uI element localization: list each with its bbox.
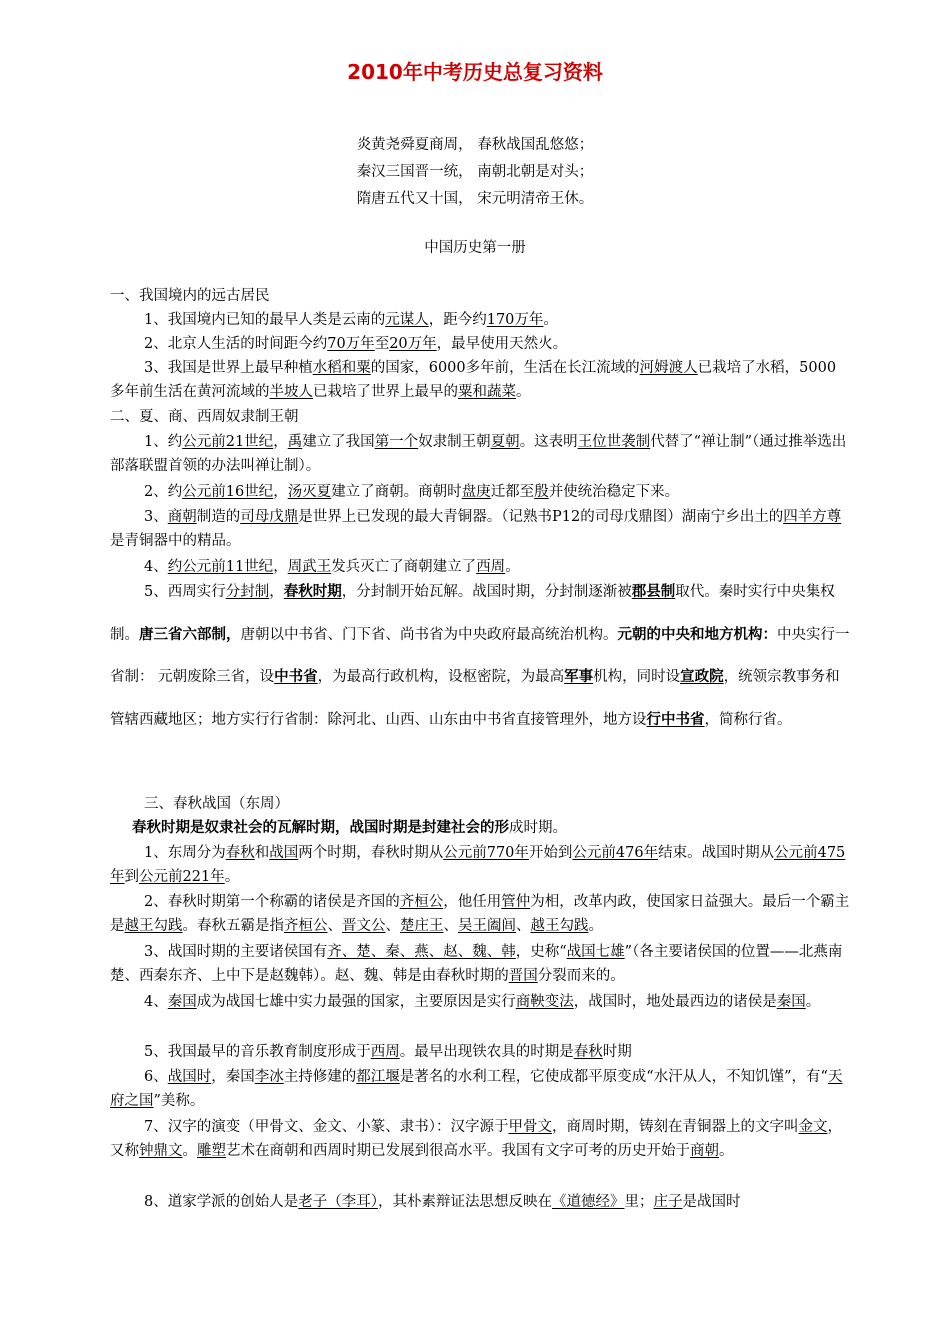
section-heading-1: 一、我国境内的远古居民 [110, 288, 270, 304]
paragraph: 4、秦国成为战国七雄中实力最强的国家，主要原因是实行商鞅变法，战国时，地处最西边的诸侯是秦国。 [144, 994, 821, 1010]
paragraph: 6、战国时，秦国李冰主持修建的都江堰是著名的水利工程，它使成都平原变成“水汗从人，不知饥馑”，有“天府之国”美称。 [110, 1069, 843, 1109]
paragraph: 5、西周实行分封制，春秋时期，分封制开始瓦解。战国时期，分封制逐渐被郡县制取代。秦时实行中央集权制。唐三省六部制，唐朝以中书省、门下省、尚书省为中央政府最高统治机构。元朝的中央和地方机构：中央实行一省制： 元朝废除三省，设中书省，为最高行政机构，设枢密院，为最高军事机构，同时设宣政院，统领宗教事务和管辖西藏地区；地方实行行省制：除河北、山西、山东由中书省直接管理外，地方设行中书省，简称行省。 [110, 583, 850, 728]
paragraph: 4、约公元前11世纪，周武王发兵灭亡了商朝建立了西周。 [144, 559, 520, 575]
lead-sentence: 春秋时期是奴隶社会的瓦解时期，战国时期是封建社会的形成时期。 [132, 819, 567, 836]
paragraph: 3、战国时期的主要诸侯国有齐、楚、秦、燕、赵、魏、韩，史称“战国七雄”（各主要诸侯国的位置——北燕南楚、西秦东齐、上中下是赵魏韩）。赵、魏、韩是由春秋时期的晋国分裂而来的。 [110, 944, 843, 984]
section-heading-2: 二、夏、商、西周奴隶制王朝 [110, 409, 299, 425]
poem-line: 隋唐五代又十国， 宋元明清帝王休。 [356, 191, 594, 207]
poem-line: 秦汉三国晋一统， 南朝北朝是对头； [356, 164, 594, 180]
paragraph: 1、我国境内已知的最早人类是云南的元谋人，距今约170万年。 [144, 312, 558, 328]
paragraph: 2、约公元前16世纪，汤灭夏建立了商朝。商朝时盘庚迁都至殷并使统治稳定下来。 [144, 484, 680, 500]
paragraph: 8、道家学派的创始人是老子（李耳），其朴素辩证法思想反映在《道德经》里；庄子是战国时 [144, 1194, 741, 1210]
paragraph: 3、商朝制造的司母戊鼎是世界上已发现的最大青铜器。（记熟书P12的司母戊鼎图）湖南宁乡出土的四羊方尊是青铜器中的精品。 [110, 509, 842, 549]
paragraph: 5、我国最早的音乐教育制度形成于西周。最早出现铁农具的时期是春秋时期 [144, 1044, 632, 1060]
paragraph: 2、北京人生活的时间距今约70万年至20万年，最早使用天然火。 [144, 336, 568, 352]
document-title: 2010年中考历史总复习资料 [347, 60, 603, 84]
paragraph: 3、我国是世界上最早种植水稻和粟的国家，6000多年前，生活在长江流域的河姆渡人已栽培了水稻，5000多年前生活在黄河流域的半坡人已栽培了世界上最早的粟和蔬菜。 [110, 360, 837, 400]
paragraph: 1、东周分为春秋和战国两个时期，春秋时期从公元前770年开始到公元前476年结束。战国时期从公元前475年到公元前221年。 [110, 845, 846, 885]
paragraph: 2、春秋时期第一个称霸的诸侯是齐国的齐桓公，他任用管仲为相，改革内政，使国家日益强大。最后一个霸主是越王勾践。春秋五霸是指齐桓公、晋文公、楚庄王、吴王阖闾、越王勾践。 [110, 894, 850, 934]
poem-line: 炎黄尧舜夏商周， 春秋战国乱悠悠； [356, 137, 594, 153]
paragraph: 7、汉字的演变（甲骨文、金文、小篆、隶书）：汉字源于甲骨文，商周时期，铸刻在青铜器上的文字叫金文，又称钟鼎文。雕塑艺术在商朝和西周时期已发展到很高水平。我国有文字可考的历史开始于商朝。 [110, 1119, 842, 1159]
book-title: 中国历史第一册 [424, 240, 526, 256]
section-heading-3: 三、春秋战国（东周） [144, 796, 289, 812]
paragraph: 1、约公元前21世纪，禹建立了我国第一个奴隶制王朝夏朝。这表明王位世袭制代替了“禅让制”（通过推举选出部落联盟首领的办法叫禅让制）。 [110, 434, 847, 474]
dynasty-poem [0, 132, 950, 213]
